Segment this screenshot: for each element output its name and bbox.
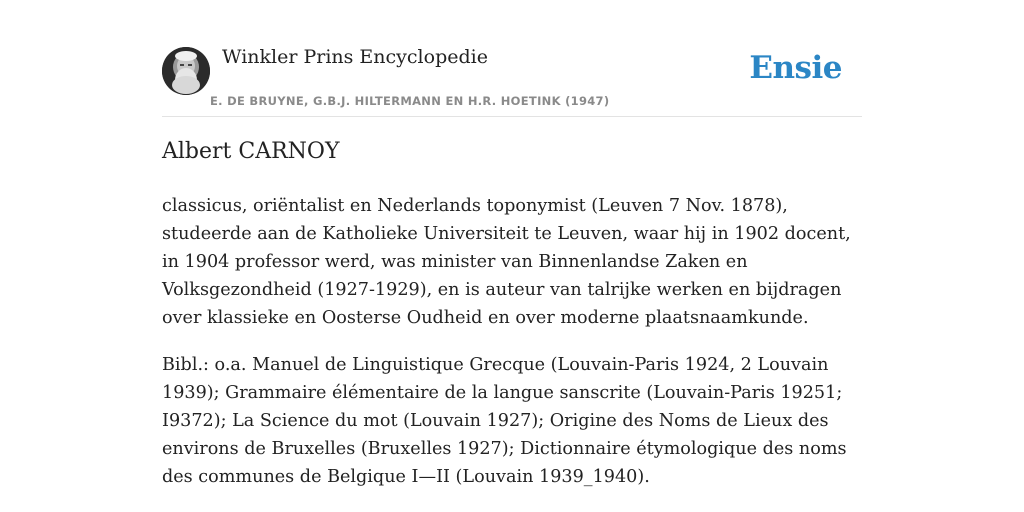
header <box>162 44 862 117</box>
author-avatar[interactable] <box>162 47 210 95</box>
site-title[interactable]: Winkler Prins Encyclopedie <box>222 46 488 68</box>
portrait-image <box>162 47 210 95</box>
bibliography-paragraph: Bibl.: o.a. Manuel de Linguistique Grecque (Louvain-Paris 1924, 2 Louvain 1939); Grammaire élémentaire de la langue sanscrite (Louvain-Paris 19251; I9372); La Science du mot (Louvain 1927); Origine des Noms de Lieux des environs de Bruxelles (Bruxelles 1927); Dictionnaire étymologique des noms des communes de Belgique I—II (Louvain 1939_1940). <box>162 355 847 487</box>
article-title: Albert CARNOY <box>162 139 340 164</box>
ensie-logo-link[interactable]: Ensie <box>749 50 842 86</box>
source-authors: E. DE BRUYNE, G.B.J. HILTERMANN EN H.R. HOETINK (1947) <box>210 94 610 108</box>
article-paragraph: classicus, oriëntalist en Nederlands toponymist (Leuven 7 Nov. 1878), studeerde aan de Katholieke Universiteit te Leuven, waar hij in 1902 docent, in 1904 professor werd, was minister van Binnenlandse Zaken en Volksgezondheid (1927-1929), en is auteur van talrijke werken en bijdragen over klassieke en Oosterse Oudheid en over moderne plaatsnaamkunde. <box>162 196 851 328</box>
